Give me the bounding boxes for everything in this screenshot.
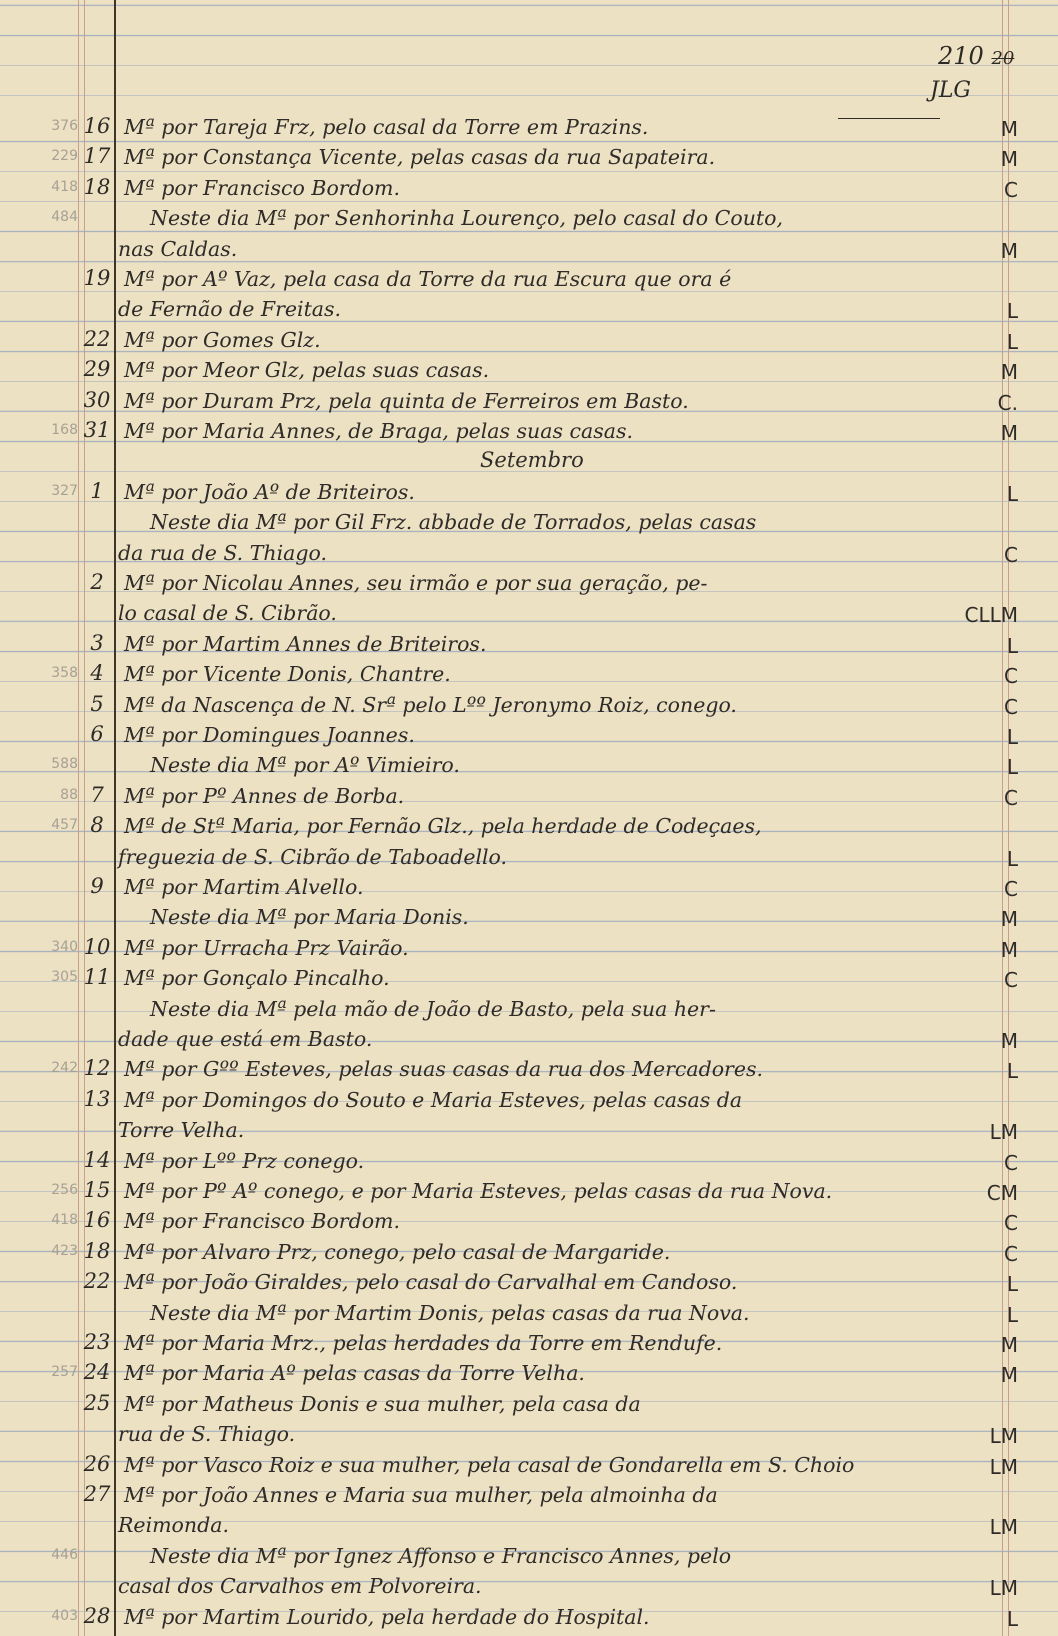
day-number: 4 <box>90 661 104 686</box>
entry-text: Neste dia Mª por Maria Donis. <box>150 905 469 930</box>
entry-code: CLLM <box>964 603 1018 628</box>
entry-text: da rua de S. Thiago. <box>118 540 327 565</box>
day-number: 11 <box>83 965 111 990</box>
entry-text: Mª por Gºº Esteves, pelas suas casas da rua dos Mercadores. <box>124 1057 764 1082</box>
entry-code: L <box>1006 329 1018 354</box>
entry-text: Mª por Gomes Glz. <box>124 327 321 352</box>
entry-text: Mª por Alvaro Prz, conego, pelo casal de Margaride. <box>124 1239 671 1264</box>
entry-code: C <box>1004 1241 1018 1266</box>
entry-code: M <box>1000 1363 1018 1388</box>
pencil-number: 256 <box>51 1182 78 1198</box>
entry-text: Mª por Nicolau Annes, seu irmão e por sua geração, pe- <box>124 571 708 595</box>
entry-text: Mª por Aº Vaz, pela casa da Torre da rua Escura que ora é <box>124 267 732 291</box>
entry-text: Mª por Martim Alvello. <box>124 875 364 899</box>
day-number: 31 <box>83 418 111 442</box>
day-number: 13 <box>83 1086 111 1111</box>
entry-text: Mª por Maria Aº pelas casas da Torre Velha. <box>124 1361 585 1386</box>
day-number: 30 <box>83 387 111 412</box>
entry-text: de Fernão de Freitas. <box>118 297 342 322</box>
entry-code: LM <box>989 1454 1018 1479</box>
entry-text: Mª por Vasco Roiz e sua mulher, pela casal de Gondarella em S. Choio <box>124 1452 855 1477</box>
pencil-number: 229 <box>51 148 78 165</box>
entry-code: L <box>1006 1272 1018 1297</box>
entry-code: LM <box>989 1424 1018 1449</box>
entry-text: Mª de Stª Maria, por Fernão Glz., pela herdade de Codeçaes, <box>124 814 762 839</box>
day-number: 29 <box>83 357 111 382</box>
entry-code: LM <box>989 1515 1018 1540</box>
entry-text: Neste dia Mª por Martim Donis, pelas casas da rua Nova. <box>150 1300 750 1325</box>
entry-text: Mª por Meor Glz, pelas suas casas. <box>124 358 490 383</box>
entry-text: Neste dia Mª por Ignez Affonso e Francisco Annes, pelo <box>150 1543 732 1568</box>
entry-text: Mª por Martim Lourido, pela herdade do Hospital. <box>124 1604 650 1629</box>
entry-code: M <box>1000 147 1018 172</box>
pencil-number: 588 <box>51 756 78 773</box>
entry-code: M <box>1000 360 1018 385</box>
entry-text: Neste dia Mª pela mão de João de Basto, pela sua her- <box>150 996 716 1021</box>
entry-code: L <box>1006 755 1018 780</box>
entry-text: Mª por Francisco Bordom. <box>124 1209 400 1234</box>
entry-text: Mª por Domingos do Souto e Maria Esteves, pelas casas da <box>124 1087 743 1112</box>
entry-code: M <box>1000 421 1018 445</box>
entry-text: Mª por João Aº de Briteiros. <box>124 479 415 504</box>
pencil-number: 327 <box>51 482 78 499</box>
entry-text: freguezia de S. Cibrão de Taboadello. <box>118 844 508 869</box>
entry-code: L <box>1006 633 1018 658</box>
entry-code: L <box>1006 299 1018 324</box>
pencil-number: 457 <box>51 817 78 834</box>
pencil-number: 484 <box>51 209 78 226</box>
day-number: 18 <box>83 1238 111 1263</box>
pencil-number: 423 <box>51 1242 78 1259</box>
entry-code: L <box>1006 846 1018 871</box>
entry-text: Neste dia Mª por Senhorinha Lourenço, pelo casal do Couto, <box>150 206 783 231</box>
entry-text: casal dos Carvalhos em Polvoreira. <box>118 1574 482 1599</box>
entry-code: C <box>1004 877 1018 901</box>
entry-code: C <box>1004 694 1018 719</box>
day-number: 7 <box>90 782 104 807</box>
entry-text: Mª por Martim Annes de Briteiros. <box>124 631 487 656</box>
entry-code: M <box>1000 238 1018 263</box>
page-initials-rule <box>838 118 940 119</box>
entry-text: Mª da Nascença de N. Srª pelo Lºº Jeronymo Roiz, conego. <box>124 692 737 717</box>
entry-code: L <box>1006 1059 1018 1084</box>
entry-text: Mª por João Giraldes, pelo casal do Carvalhal em Candoso. <box>124 1270 738 1295</box>
entry-code: L <box>1006 481 1018 506</box>
entry-text: Mª por Urracha Prz Vairão. <box>124 935 409 960</box>
entry-code: C <box>1004 177 1018 202</box>
entry-code: C <box>1004 542 1018 567</box>
pencil-number: 376 <box>51 118 78 134</box>
entry-text: Mª por Constança Vicente, pelas casas da rua Sapateira. <box>124 145 716 170</box>
entry-text: Mª por Tareja Frz, pelo casal da Torre em Prazins. <box>124 115 649 139</box>
entry-code: LM <box>989 1120 1018 1145</box>
month-heading: Setembro <box>480 448 584 473</box>
entry-code: C <box>1004 785 1018 810</box>
page-number-struck: 20 <box>991 48 1015 69</box>
entry-code: L <box>1006 1302 1018 1327</box>
entry-code: M <box>1000 117 1018 141</box>
day-number: 17 <box>83 144 111 169</box>
margin-line-1 <box>78 0 79 1636</box>
day-number: 10 <box>83 934 111 959</box>
day-number: 24 <box>83 1360 111 1385</box>
day-number: 15 <box>83 1178 111 1202</box>
pencil-number: 446 <box>51 1546 78 1563</box>
entry-code: M <box>1000 1333 1018 1357</box>
entry-code: CM <box>986 1181 1018 1205</box>
entry-text: Mª por João Annes e Maria sua mulher, pela almoinha da <box>124 1483 718 1507</box>
entry-code: M <box>1000 1029 1018 1053</box>
pencil-number: 168 <box>51 422 78 438</box>
entry-text: lo casal de S. Cibrão. <box>118 601 337 626</box>
day-number: 27 <box>83 1482 111 1506</box>
day-number: 23 <box>83 1330 111 1354</box>
entry-text: Mª por Lºº Prz conego. <box>124 1148 365 1173</box>
entry-code: C <box>1004 968 1018 993</box>
entry-code: L <box>1006 1606 1018 1631</box>
entry-text: Mª por Duram Prz, pela quinta de Ferreiros em Basto. <box>124 388 689 413</box>
day-number: 16 <box>83 1208 111 1233</box>
entry-code: C. <box>997 390 1018 415</box>
pencil-number: 242 <box>51 1060 78 1077</box>
day-column-rule <box>114 0 116 1636</box>
entry-text: Reimonda. <box>118 1513 229 1538</box>
day-number: 18 <box>83 174 111 199</box>
entry-text: Neste dia Mª por Gil Frz. abbade de Torrados, pelas casas <box>150 510 757 535</box>
page-initials: JLG <box>930 78 972 103</box>
entry-code: L <box>1006 725 1018 749</box>
entry-text: Neste dia Mª por Aº Vimieiro. <box>150 753 460 778</box>
entry-code: M <box>1000 907 1018 932</box>
day-number: 1 <box>90 478 104 503</box>
day-number: 5 <box>90 691 104 716</box>
pencil-number: 358 <box>51 665 78 682</box>
day-number: 14 <box>83 1147 111 1172</box>
entry-text: Mª por Pº Aº conego, e por Maria Esteves, pelas casas da rua Nova. <box>124 1179 833 1203</box>
entry-code: C <box>1004 1150 1018 1175</box>
pencil-number: 340 <box>51 938 78 955</box>
entry-text: rua de S. Thiago. <box>118 1422 296 1447</box>
day-number: 26 <box>83 1451 111 1476</box>
pencil-number: 403 <box>51 1607 78 1624</box>
pencil-number: 418 <box>51 1212 78 1229</box>
entry-text: Mª por Matheus Donis e sua mulher, pela casa da <box>124 1391 641 1416</box>
day-number: 3 <box>90 630 104 655</box>
entry-text: Mª por Gonçalo Pincalho. <box>124 966 390 991</box>
day-number: 22 <box>83 326 111 351</box>
day-number: 25 <box>83 1390 111 1415</box>
entry-code: LM <box>989 1576 1018 1601</box>
entry-text: dade que está em Basto. <box>118 1027 373 1051</box>
entry-text: Mª por Maria Annes, de Braga, pelas suas casas. <box>124 419 633 443</box>
entry-code: C <box>1004 1211 1018 1236</box>
entry-code: C <box>1004 664 1018 689</box>
day-number: 16 <box>83 114 111 138</box>
entry-text: Mª por Maria Mrz., pelas herdades da Torre em Rendufe. <box>124 1331 723 1355</box>
day-number: 28 <box>83 1603 111 1628</box>
entry-text: Mª por Vicente Donis, Chantre. <box>124 662 451 687</box>
day-number: 8 <box>90 813 104 838</box>
pencil-number: 88 <box>60 786 78 803</box>
day-number: 12 <box>83 1056 111 1081</box>
page-number <box>938 42 1014 70</box>
day-number: 2 <box>90 570 104 594</box>
entry-text: Mª por Pº Annes de Borba. <box>124 783 405 808</box>
page-number-value: 210 <box>938 42 984 70</box>
day-number: 9 <box>90 874 104 898</box>
entry-text: Torre Velha. <box>118 1118 245 1143</box>
day-number: 6 <box>90 722 104 746</box>
entry-text: Mª por Domingues Joannes. <box>124 723 415 747</box>
day-number: 19 <box>83 266 111 290</box>
pencil-number: 418 <box>51 178 78 195</box>
pencil-number: 305 <box>51 969 78 986</box>
entry-text: nas Caldas. <box>118 236 238 261</box>
entry-text: Mª por Francisco Bordom. <box>124 175 400 200</box>
pencil-number: 257 <box>51 1364 78 1381</box>
day-number: 22 <box>83 1269 111 1294</box>
entry-code: M <box>1000 937 1018 962</box>
